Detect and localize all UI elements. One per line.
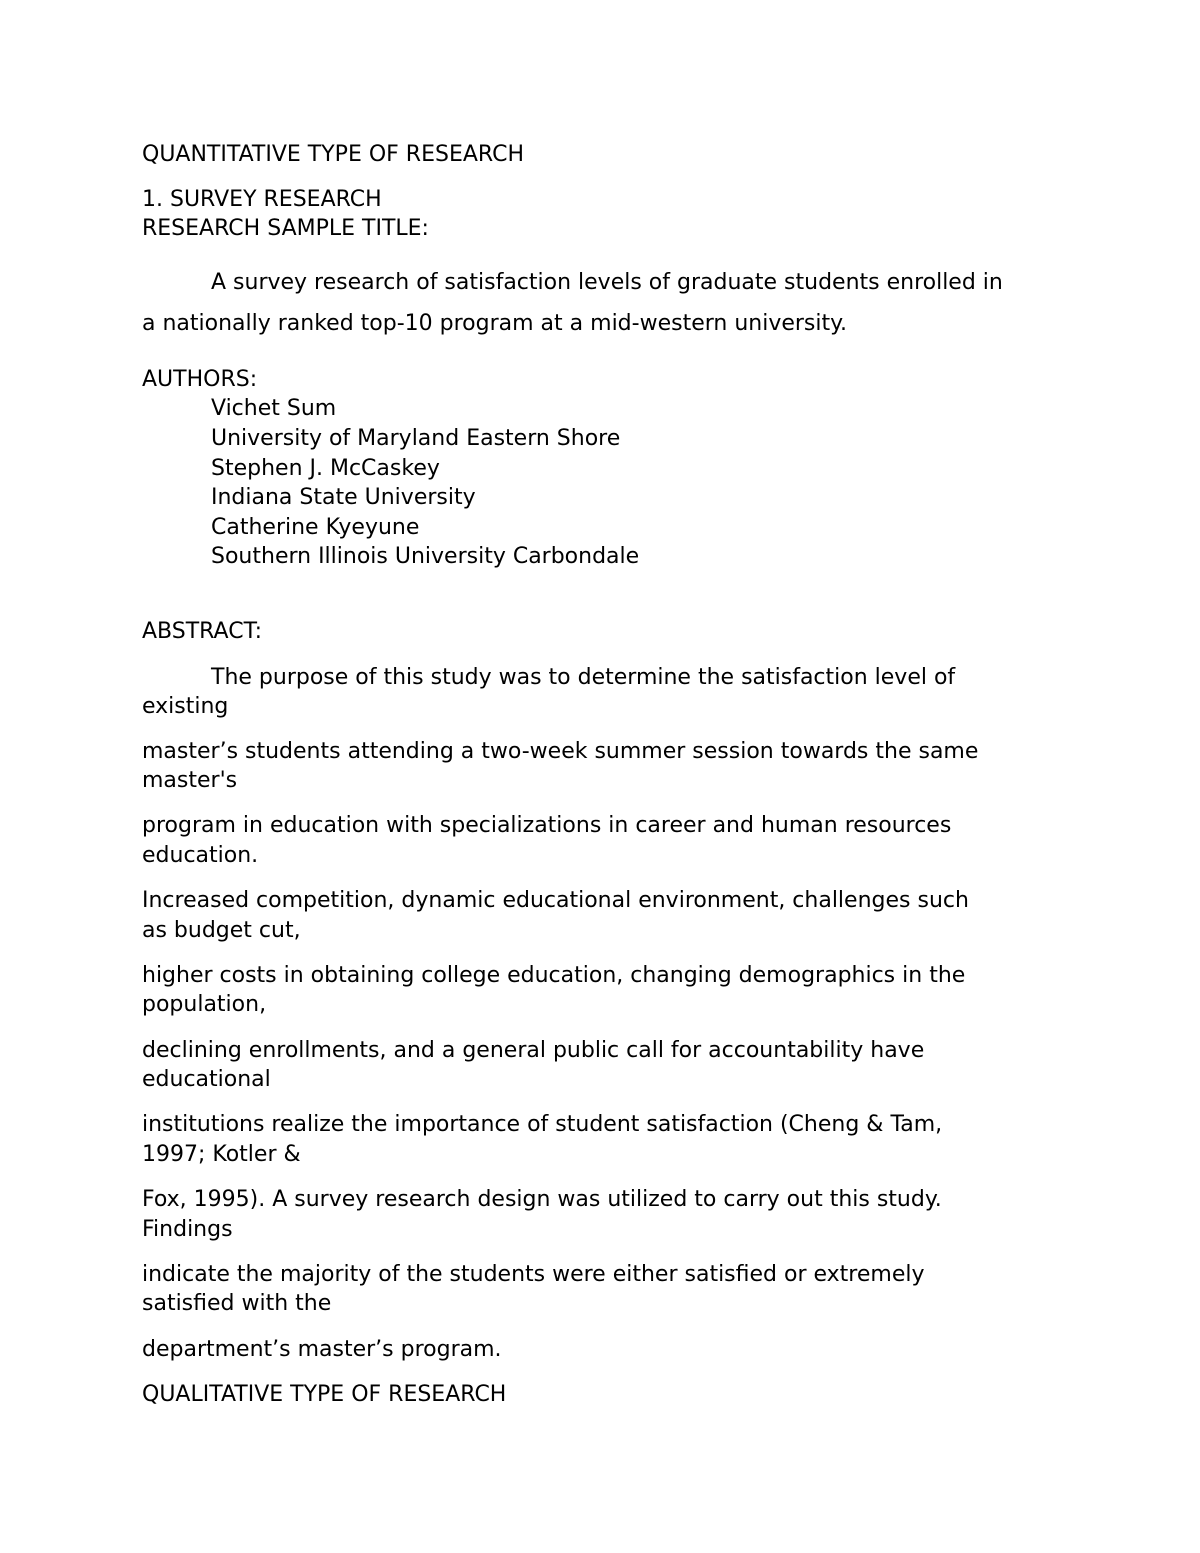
abstract-line: population, xyxy=(142,992,267,1017)
abstract-line: existing xyxy=(142,694,229,719)
section-survey-research: 1. SURVEY RESEARCH xyxy=(142,187,382,212)
abstract-line: institutions realize the importance of student satisfaction (Cheng & Tam, xyxy=(142,1112,943,1137)
abstract-line: as budget cut, xyxy=(142,918,301,943)
author-name: Stephen J. McCaskey xyxy=(211,456,440,481)
abstract-line: Increased competition, dynamic educational environment, challenges such xyxy=(142,888,969,913)
abstract-line: program in education with specializations in career and human resources xyxy=(142,813,952,838)
abstract-line: higher costs in obtaining college education, changing demographics in the xyxy=(142,963,966,988)
heading-quantitative: QUANTITATIVE TYPE OF RESEARCH xyxy=(142,142,524,167)
sample-title-line: a nationally ranked top-10 program at a mid-western university. xyxy=(142,311,847,336)
abstract-line: declining enrollments, and a general public call for accountability have xyxy=(142,1038,925,1063)
abstract-line: Fox, 1995). A survey research design was utilized to carry out this study. xyxy=(142,1187,942,1212)
abstract-line: department’s master’s program. xyxy=(142,1337,502,1362)
sample-title-line: A survey research of satisfaction levels of graduate students enrolled in xyxy=(211,270,1003,295)
abstract-line: satisfied with the xyxy=(142,1291,332,1316)
sample-title-label: RESEARCH SAMPLE TITLE: xyxy=(142,216,429,241)
author-affiliation: University of Maryland Eastern Shore xyxy=(211,426,621,451)
abstract-line: education. xyxy=(142,843,259,868)
abstract-line: master’s students attending a two-week summer session towards the same xyxy=(142,739,979,764)
author-affiliation: Southern Illinois University Carbondale xyxy=(211,544,640,569)
abstract-line: The purpose of this study was to determine the satisfaction level of xyxy=(211,665,956,690)
abstract-line: educational xyxy=(142,1067,271,1092)
author-name: Vichet Sum xyxy=(211,396,337,421)
heading-qualitative: QUALITATIVE TYPE OF RESEARCH xyxy=(142,1382,507,1407)
abstract-line: 1997; Kotler & xyxy=(142,1142,301,1167)
abstract-label: ABSTRACT: xyxy=(142,619,263,644)
author-affiliation: Indiana State University xyxy=(211,485,476,510)
abstract-line: Findings xyxy=(142,1217,233,1242)
abstract-line: master's xyxy=(142,768,238,793)
author-name: Catherine Kyeyune xyxy=(211,515,420,540)
abstract-line: indicate the majority of the students were either satisfied or extremely xyxy=(142,1262,925,1287)
authors-label: AUTHORS: xyxy=(142,367,258,392)
